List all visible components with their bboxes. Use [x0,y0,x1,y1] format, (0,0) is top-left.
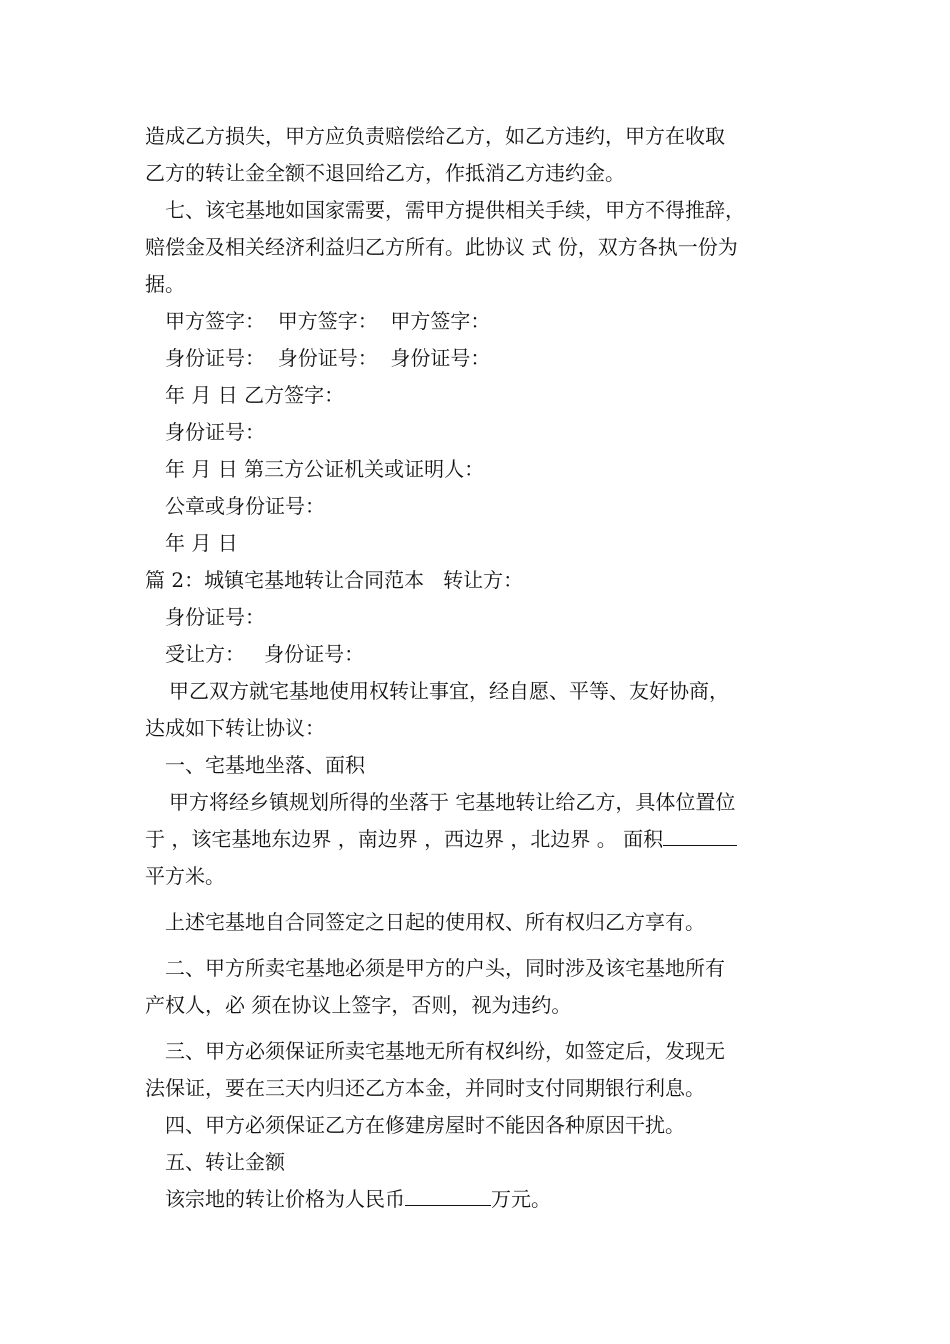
clause-line: 平方米。 [145,864,225,888]
clause-line: 四、甲方必须保证乙方在修建房屋时不能因各种原因干扰。 [165,1113,685,1137]
clause-text: 万元。 [491,1187,551,1211]
clause-line: 二、甲方所卖宅基地必须是甲方的户头，同时涉及该宅基地所有 [165,956,725,980]
clause-title: 五、转让金额 [165,1150,285,1174]
fill-in-blank [405,1183,491,1206]
intro-line: 甲乙双方就宅基地使用权转让事宜，经自愿、平等、友好协商， [169,679,729,703]
signature-line: 年 月 日 第三方公证机关或证明人： [165,457,485,481]
clause-title: 一、宅基地坐落、面积 [165,753,365,777]
clause-line: 法保证，要在三天内归还乙方本金，并同时支付同期银行利息。 [145,1076,705,1100]
clause-line: 上述宅基地自合同签定之日起的使用权、所有权归乙方享有。 [165,910,705,934]
section-heading: 篇 2：城镇宅基地转让合同范本 转让方： [145,568,524,592]
signature-line: 年 月 日 乙方签字： [165,383,345,407]
fill-in-blank [663,823,737,846]
clause-line [145,1181,810,1218]
signature-line: 身份证号： 身份证号： 身份证号： [165,346,491,370]
intro-line: 达成如下转让协议： [145,716,325,740]
clause-text: 于 ，该宅基地东边界 ，南边界 ，西边界 ，北边界 。 面积 [145,827,664,851]
party-line: 身份证号： [165,605,265,629]
clause-line: 三、甲方必须保证所卖宅基地无所有权纠纷，如签定后，发现无 [165,1039,725,1063]
clause-seven-line: 据。 [145,272,185,296]
clause-line: 甲方将经乡镇规划所得的坐落于 宅基地转让给乙方，具体位置位 [169,790,736,814]
clause-line: 产权人，必 须在协议上签字，否则，视为违约。 [145,993,572,1017]
signature-line: 身份证号： [165,420,265,444]
clause-seven-line: 七、该宅基地如国家需要，需甲方提供相关手续，甲方不得推辞， [165,198,745,222]
paragraph-line: 造成乙方损失，甲方应负责赔偿给乙方，如乙方违约，甲方在收取 [145,124,725,148]
signature-line: 公章或身份证号： [165,494,325,518]
document-body [145,118,810,1218]
party-line: 受让方： 身份证号： [165,642,365,666]
clause-seven-line: 赔偿金及相关经济利益归乙方所有。此协议 式 份，双方各执一份为 [145,235,738,259]
signature-line: 年 月 日 [165,531,238,555]
clause-text: 该宗地的转让价格为人民币 [165,1187,405,1211]
signature-line: 甲方签字： 甲方签字： 甲方签字： [165,309,491,333]
clause-line [145,821,810,858]
paragraph-line: 乙方的转让金全额不退回给乙方，作抵消乙方违约金。 [145,161,625,185]
